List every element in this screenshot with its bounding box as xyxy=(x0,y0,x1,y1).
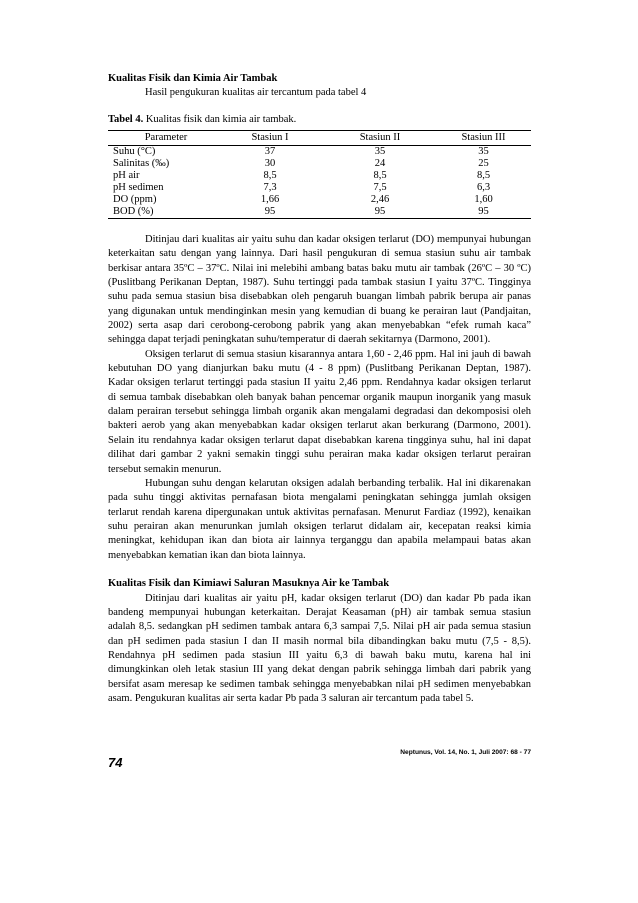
table-cell: Salinitas (‰) xyxy=(113,158,170,169)
paragraph-line: sehingga dapat terjadi peningkatan suhu/temperatur di daerah sekitarnya (Darmono, 2001). xyxy=(108,334,491,346)
table-cell: 35 xyxy=(374,146,386,157)
paragraph-line: Kadar oksigen terlarut tertinggi pada stasiun II yaitu 2,46 ppm. Rendahnya kadar oksigen terlarut xyxy=(108,377,531,389)
paragraph-line: berkisar antara 35ºC – 37ºC. Nilai ini melebihi ambang batas baku mutu air tambak (26ºC – 30 ºC) xyxy=(108,262,531,274)
paragraph-line: di semua tambak disebabkan oleh banyak bahan pencemar organik maupun inorganik yang masuk xyxy=(108,391,531,403)
page-number: 74 xyxy=(108,755,123,770)
table-cell: 95 xyxy=(374,206,386,217)
paragraph-line: dalam perairan tersebut sehingga limbah organik akan mengalami degradasi dan dekomposisi oleh xyxy=(108,406,531,418)
table-row xyxy=(108,206,531,218)
column-header-parameter: Parameter xyxy=(144,132,188,143)
table-cell: 8,5 xyxy=(373,170,387,181)
table-cell: 1,60 xyxy=(474,194,493,205)
table-cell: 95 xyxy=(264,206,276,217)
paragraph-line: tersebut semakin menurun. xyxy=(108,463,222,475)
paragraph-line: Ditinjau dari kualitas air yaitu suhu dan kadar oksigen terlarut (DO) mempunyai hubungan xyxy=(145,234,531,245)
paragraph xyxy=(108,233,531,348)
paragraph-line: suhu pada semua stasiun bisa disebabkan oleh pengaruh buangan limbah pabrik berupa air panas xyxy=(108,291,531,303)
paragraph-line: yang digunakan untuk mendinginkan mesin yang kemudian di buang ke perairan laut (Pandjaitan, xyxy=(108,305,531,317)
table-cell: 2,46 xyxy=(370,194,390,205)
table-cell: 24 xyxy=(374,158,386,169)
paragraph xyxy=(108,348,531,477)
paragraph-line: Hubungan suhu dengan kelarutan oksigen adalah berbanding terbalik. Hal ini dikarenakan xyxy=(145,477,531,489)
paragraph-line: menyebabkan kematian ikan dan biota lainnya. xyxy=(108,549,306,561)
paragraph-line: Selain itu rendahnya kadar oksigen terlarut dapat disebabkan karena tingginya suhu, hal ini dapat xyxy=(108,434,531,446)
paragraph-line: asam. Pengukuran kualitas air serta kadar Pb pada 3 saluran air tercantum pada tabel 5. xyxy=(108,693,474,705)
table-cell: 8,5 xyxy=(263,170,277,181)
column-header-stasiun-1: Stasiun I xyxy=(251,132,289,143)
table-cell: pH air xyxy=(113,170,140,181)
table-cell: 6,3 xyxy=(476,182,491,193)
column-header-stasiun-3: Stasiun III xyxy=(461,132,506,143)
section-body xyxy=(108,233,531,563)
section-body xyxy=(108,592,531,707)
paragraph-line: Rendahnya pH sedimen pada stasiun III yaitu 6,3 di bawah baku mutu, karena hal ini xyxy=(108,650,531,662)
paragraph xyxy=(108,477,531,563)
table-row xyxy=(108,146,531,158)
paragraph-line: bakteri aerob yang akan menyebabkan kadar oksigen terlarut akan berkurang (Darmono, 2001). xyxy=(108,420,531,432)
table-cell: Suhu (°C) xyxy=(113,146,156,157)
table-caption-label: Tabel 4. xyxy=(108,114,144,125)
table-caption-text: Kualitas fisik dan kimia air tambak. xyxy=(145,114,297,125)
paragraph xyxy=(108,592,531,707)
paragraph-line: suhu perairan akan menurunkan jumlah oksigen terlarut didalam air, kecepatan reaksi kimia xyxy=(108,520,531,532)
table-cell: 30 xyxy=(264,158,276,169)
section-heading: Kualitas Fisik dan Kimiawi Saluran Masuknya Air ke Tambak xyxy=(108,578,390,590)
table-4 xyxy=(108,130,531,219)
paragraph-line: keterkaitan satu dengan yang lainnya. Dari hasil pengukuran di semua stasiun suhu air tambak xyxy=(108,248,531,260)
paragraph-line: dimungkinkan oleh letak stasiun III yang dekat dengan pabrik sehingga limbah dari pabrik yang xyxy=(108,664,531,676)
table-cell: BOD (%) xyxy=(113,206,154,217)
table-row xyxy=(108,158,531,170)
paragraph-line: adalah 8,5. sedangkan pH sedimen tambak antara 6,3 sampai 7,5. Nilai pH air pada semua stasiun xyxy=(108,621,531,633)
table-cell: 1,66 xyxy=(260,194,280,205)
paragraph-line: bersifat asam meresap ke sedimen tambak sehingga menyebabkan nilai pH sedimen menyebabkan xyxy=(108,678,531,690)
paragraph-line: (Puslitbang Perikanan Deptan, 1987). Suhu tertinggi pada tambak stasiun I yaitu 37ºC. Tingginya xyxy=(108,277,531,289)
section-heading: Kualitas Fisik dan Kimia Air Tambak xyxy=(108,73,278,84)
journal-citation: Neptunus, Vol. 14, No. 1, Juli 2007: 68 - 77 xyxy=(400,749,531,756)
section-intro: Hasil pengukuran kualitas air tercantum pada tabel 4 xyxy=(145,87,367,99)
table-cell: pH sedimen xyxy=(113,182,164,193)
table-row xyxy=(108,170,531,182)
table-row xyxy=(108,182,531,194)
table-cell: 25 xyxy=(478,158,489,169)
paragraph-line: Ditinjau dari kualitas air yaitu pH, kadar oksigen terlarut (DO) dan kadar Pb pada ikan xyxy=(145,592,531,604)
table-row xyxy=(108,194,531,206)
paragraph-line: dilihat dari gambar 2 yakni semakin tinggi suhu perairan maka kadar oksigen terlarut perairan xyxy=(108,449,531,461)
paragraph-line: kebutuhan DO yang dianjurkan baku mutu (4 - 8 ppm) (Puslitbang Perikanan Deptan, 1987). xyxy=(108,363,531,375)
paragraph-line: terlarut rendah karena dipergunakan untuk aktivitas pernafasan. Menurut Fardiaz (1992), kenaikan xyxy=(108,506,531,518)
table-cell: 7,3 xyxy=(263,182,277,193)
table-cell: 7,5 xyxy=(373,182,387,193)
table-cell: 95 xyxy=(478,206,489,217)
paragraph-line: meningkat, kehidupan ikan dan biota air lainnya terganggu dan apabila melampaui batas akan xyxy=(108,535,531,547)
paragraph-line: 2002) serta asap dari cerobong-cerobong pabrik yang akan menyebabkan “efek rumah kaca” xyxy=(108,320,531,332)
table-caption xyxy=(108,113,531,127)
paragraph-line: pada suhu tinggi aktivitas pernafasan biota mengalami peningkatan sehingga jumlah oksigen xyxy=(108,492,531,504)
paragraph-line: bandeng mempunyai hubungan keterkaitan. Derajat Keasaman (pH) air tambak semua stasiun xyxy=(108,607,531,619)
paragraph-line: Oksigen terlarut di semua stasiun kisarannya antara 1,60 - 2,46 ppm. Hal ini jauh di bawah xyxy=(145,348,531,360)
table-cell: DO (ppm) xyxy=(113,194,157,205)
table-cell: 8,5 xyxy=(476,170,491,181)
table-header-row xyxy=(108,131,531,146)
paragraph-line: dan pH sedimen pada stasiun I dan II masih normal bila dibandingkan baku mutu (7,5 - 8,5). xyxy=(108,635,531,647)
table-cell: 35 xyxy=(478,146,489,157)
table-cell: 37 xyxy=(264,146,276,157)
column-header-stasiun-2: Stasiun II xyxy=(359,132,401,143)
